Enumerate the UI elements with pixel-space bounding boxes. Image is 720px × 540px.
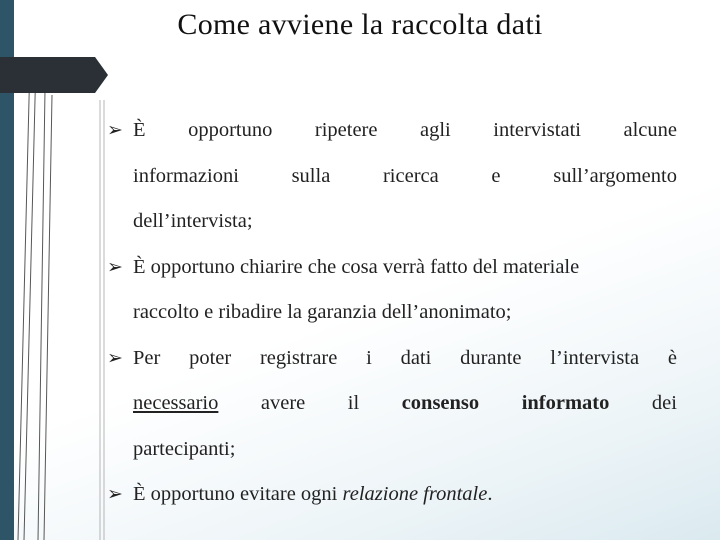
bullet-2 bbox=[107, 245, 677, 336]
bullet-arrow-icon: ➢ bbox=[107, 483, 123, 505]
bullet-2-line-1: È opportuno chiarire che cosa verrà fatto del materiale bbox=[133, 255, 580, 278]
bold-word: consenso bbox=[401, 392, 480, 414]
word: il bbox=[347, 392, 360, 414]
bullet-3-line-2 bbox=[133, 381, 677, 427]
word: È bbox=[133, 119, 146, 141]
bullet-4 bbox=[107, 472, 677, 518]
word: poter bbox=[189, 346, 232, 369]
bullet-3-line-1 bbox=[133, 336, 677, 382]
word: opportuno bbox=[188, 119, 273, 141]
bullet-1-line-1 bbox=[133, 108, 677, 154]
word: registrare bbox=[259, 346, 338, 369]
bullet-3 bbox=[107, 336, 677, 473]
word: sull’argomento bbox=[553, 164, 677, 187]
bullet-1 bbox=[107, 108, 677, 245]
word: dei bbox=[651, 392, 677, 414]
word: intervistati bbox=[493, 119, 581, 141]
word: durante bbox=[460, 346, 522, 369]
text: È opportuno evitare ogni bbox=[133, 483, 343, 505]
bullet-1-line-3: dell’intervista; bbox=[133, 210, 253, 232]
bullet-4-line-1 bbox=[133, 472, 677, 518]
bullet-arrow-icon: ➢ bbox=[107, 119, 123, 141]
word: ripetere bbox=[314, 119, 378, 141]
word: sulla bbox=[291, 164, 331, 187]
bullet-1-line-2 bbox=[133, 154, 677, 200]
word: informazioni bbox=[133, 164, 239, 187]
bullet-arrow-icon: ➢ bbox=[107, 346, 123, 369]
word: avere bbox=[260, 392, 306, 414]
word: l’intervista bbox=[550, 346, 640, 369]
word: alcune bbox=[623, 119, 677, 141]
word: agli bbox=[420, 119, 451, 141]
bold-word: informato bbox=[521, 392, 610, 414]
text: . bbox=[487, 483, 493, 505]
slide-content bbox=[107, 108, 677, 518]
underlined-word: necessario bbox=[133, 392, 219, 414]
word: dati bbox=[400, 346, 432, 369]
italic-text: relazione frontale bbox=[342, 483, 488, 505]
word: i bbox=[366, 346, 372, 369]
slide-title: Come avviene la raccolta dati bbox=[177, 8, 543, 41]
word: e bbox=[491, 164, 501, 187]
word: è bbox=[667, 346, 677, 369]
bullet-arrow-icon: ➢ bbox=[107, 255, 123, 278]
bullet-3-line-3: partecipanti; bbox=[133, 437, 236, 460]
word: ricerca bbox=[382, 164, 439, 187]
bullet-2-line-2: raccolto e ribadire la garanzia dell’anonimato; bbox=[133, 301, 512, 323]
word: Per bbox=[133, 346, 161, 369]
title-tab-arrow bbox=[0, 57, 108, 93]
